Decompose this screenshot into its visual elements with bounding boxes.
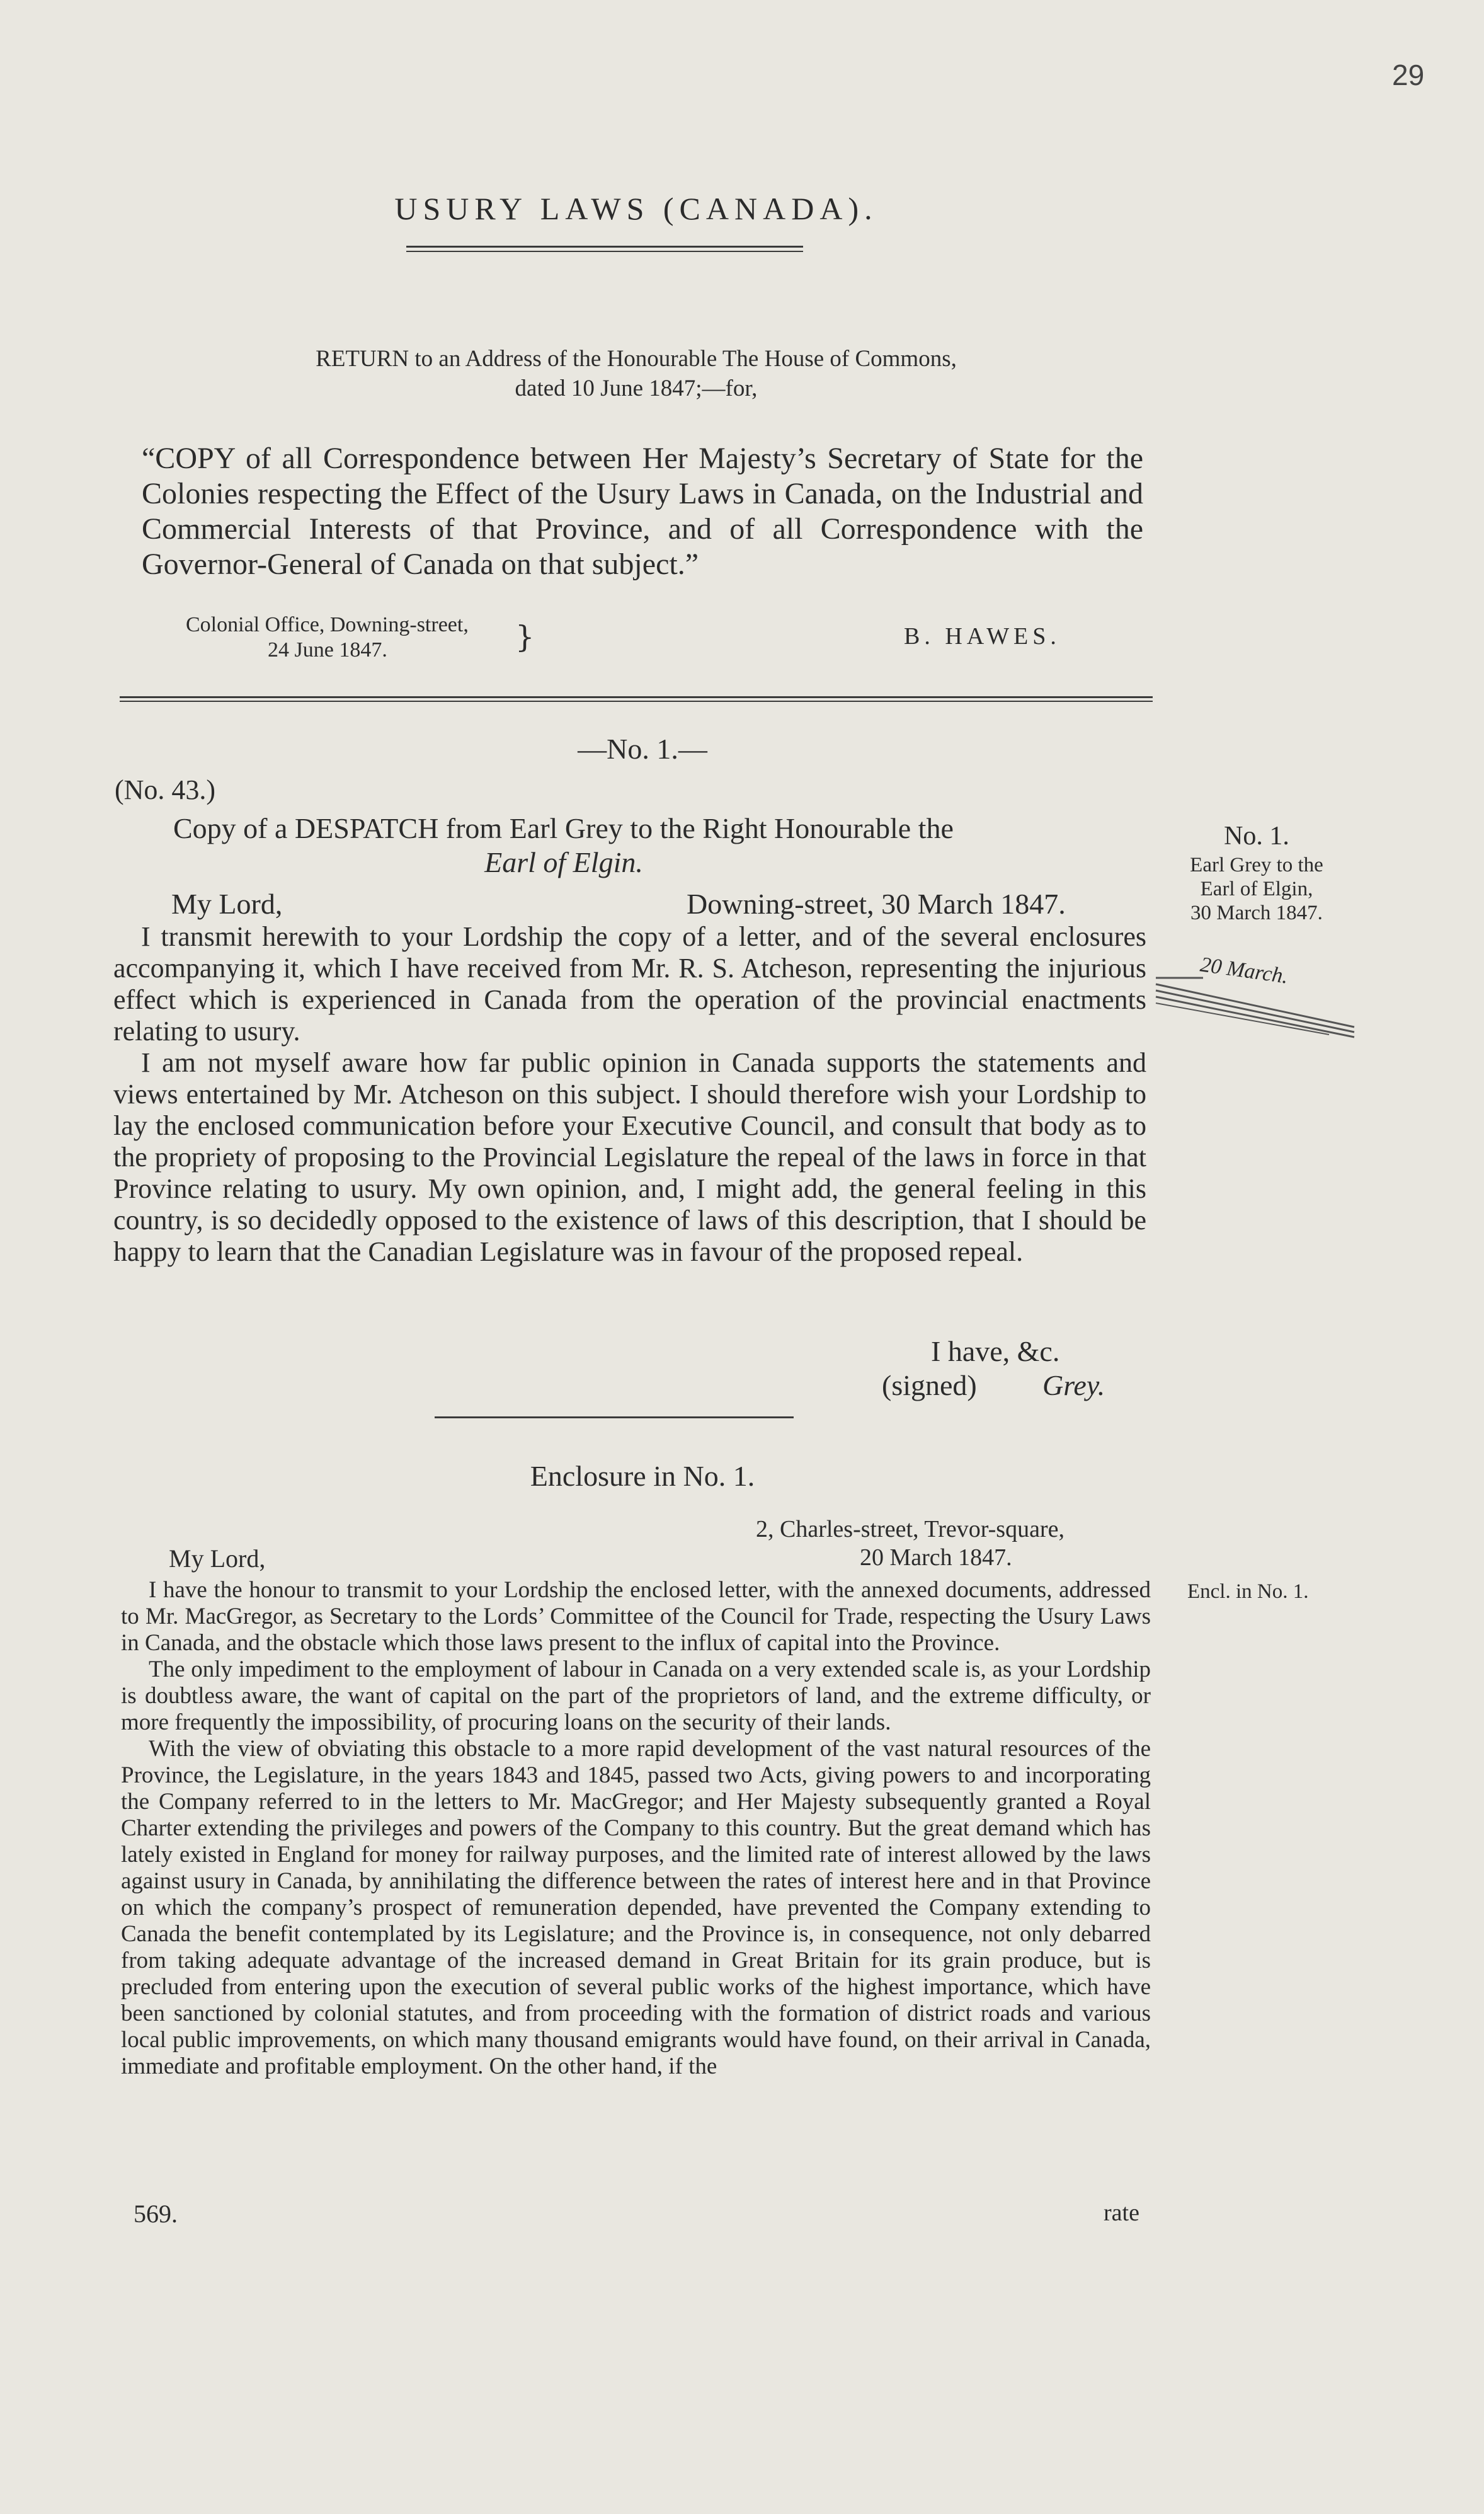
no1-heading: —No. 1.— [578, 733, 707, 765]
signed-name: Grey. [1042, 1369, 1105, 1401]
footer-catchword: rate [1104, 2200, 1139, 2226]
brace-icon: } [515, 619, 535, 655]
despatch-place-date: Downing-street, 30 March 1847. [687, 888, 1066, 920]
handwritten-note: 20 March. [1199, 953, 1290, 989]
office-block [186, 612, 469, 663]
document-title: USURY LAWS (CANADA). [394, 191, 878, 226]
margin-note-line-2: Earl of Elgin, [1200, 878, 1313, 900]
despatch-title-line-1: Copy of a DESPATCH from Earl Grey to the Right Honourable the [173, 812, 954, 844]
margin-note-line-3: 30 March 1847. [1190, 902, 1323, 924]
despatch-paragraph-1: I transmit herewith to your Lordship the copy of a letter, and of the several enclosures accompanying it, which I have received from Mr. R. S. Atcheson, representing the injurious effect which is experienced in Canada from the operation of the provincial enactments relating to usury. [113, 921, 1146, 1047]
signatory: B. HAWES. [904, 623, 1061, 650]
enclosure-salutation: My Lord, [169, 1544, 266, 1573]
despatch-paragraph-2: I am not myself aware how far public opinion in Canada supports the statements and views entertained by Mr. Atcheson on this subject. I should therefore wish your Lordship to lay the enclosed communication before your Executive Council, and consult that body as to the propriety of proposing to the Provincial Legislature the repeal of the laws in force in that Province relating to usury. My own opinion, and, I might add, the general feeling in this country, is so decidedly opposed to the existence of laws of this description, that I should be happy to learn that the Canadian Legislature was in favour of the proposed repeal. [113, 1047, 1146, 1267]
margin-note-number: No. 1. [1224, 822, 1289, 851]
salutation: My Lord, [171, 888, 283, 920]
return-line-2: dated 10 June 1847;—for, [515, 376, 758, 401]
enclosure-paragraph-2: The only impediment to the employment of labour in Canada on a very extended scale is, as your Lordship is doubtless aware, the want of capital on the part of the proprietors of land, and the extreme difficulty, or more frequently the impossibility, of procuring loans on the security of their lands. [121, 1656, 1151, 1735]
page-number: 29 [1392, 59, 1425, 91]
enclosure-paragraph-3: With the view of obviating this obstacle to a more rapid development of the vast natural resources of the Province, the Legislature, in the years 1843 and 1845, passed two Acts, giving powers to and incorporating the Company referred to in the letters to Mr. MacGregor; and Her Majesty subsequently granted a Royal Charter extending the privileges and powers of the Company to this country. But the great demand which has lately existed in England for money for railway purposes, and the limited rate of interest allowed by the laws against usury in Canada, by annihilating the difference between the rates of interest here and in that Province on which the company’s prospect of remuneration depended, have prevented the Company extending to Canada the benefit contemplated by its Legislature; and the Province is, in consequence, not only debarred from taking adequate advantage of the increased demand in Great Britain for its grain produce, but is precluded from entering upon the execution of several public works of the highest importance, which have been sanctioned by colonial statutes, and from proceeding with the formation of district roads and various local public improvements, on which many thousand emigrants would have found, on their arrival in Canada, immediate and profitable employment. On the other hand, if the [121, 1736, 1151, 2079]
closing: I have, &c. [931, 1335, 1060, 1367]
margin-note [1153, 819, 1361, 925]
section-divider [120, 696, 1153, 702]
enclosure-paragraph-1: I have the honour to transmit to your Lordship the enclosed letter, with the annexed documents, addressed to Mr. MacGregor, as Secretary to the Lords’ Committee of the Council for Trade, respecting the Usury Laws in Canada, and the obstacle which those laws present to the influx of capital into the Province. [121, 1577, 1151, 1656]
despatch-title [126, 812, 1165, 880]
enclosure-heading: Enclosure in No. 1. [530, 1460, 755, 1492]
margin-note-line-1: Earl Grey to the [1190, 854, 1323, 876]
return-line-1: RETURN to an Address of the Honourable The House of Commons, [316, 346, 957, 372]
signed-label: (signed) [882, 1369, 977, 1401]
despatch-number: (No. 43.) [115, 774, 216, 805]
office-line-1: Colonial Office, Downing-street, [186, 613, 469, 636]
office-line-2: 24 June 1847. [268, 638, 387, 662]
enclosure-body [121, 1577, 1151, 2080]
despatch-body [113, 921, 1146, 1268]
enclosure-address: 2, Charles-street, Trevor-square, [756, 1516, 1064, 1542]
handwritten-strokes-icon [1153, 964, 1361, 1046]
title-rule-lower [406, 251, 803, 252]
copy-paragraph: “COPY of all Correspondence between Her Majesty’s Secretary of State for the Colonies respecting the Effect of the Usury Laws in Canada, on the Industrial and Commercial Interests of that Province, and of all Correspondence with the Governor-General of Canada on that subject.” [142, 442, 1143, 581]
enclosure-date: 20 March 1847. [860, 1544, 1012, 1571]
title-rule [406, 246, 803, 248]
short-rule [435, 1416, 794, 1418]
footer-signature-mark: 569. [134, 2200, 178, 2228]
enclosure-margin-note: Encl. in No. 1. [1187, 1580, 1309, 1603]
despatch-title-line-2: Earl of Elgin. [484, 846, 643, 878]
